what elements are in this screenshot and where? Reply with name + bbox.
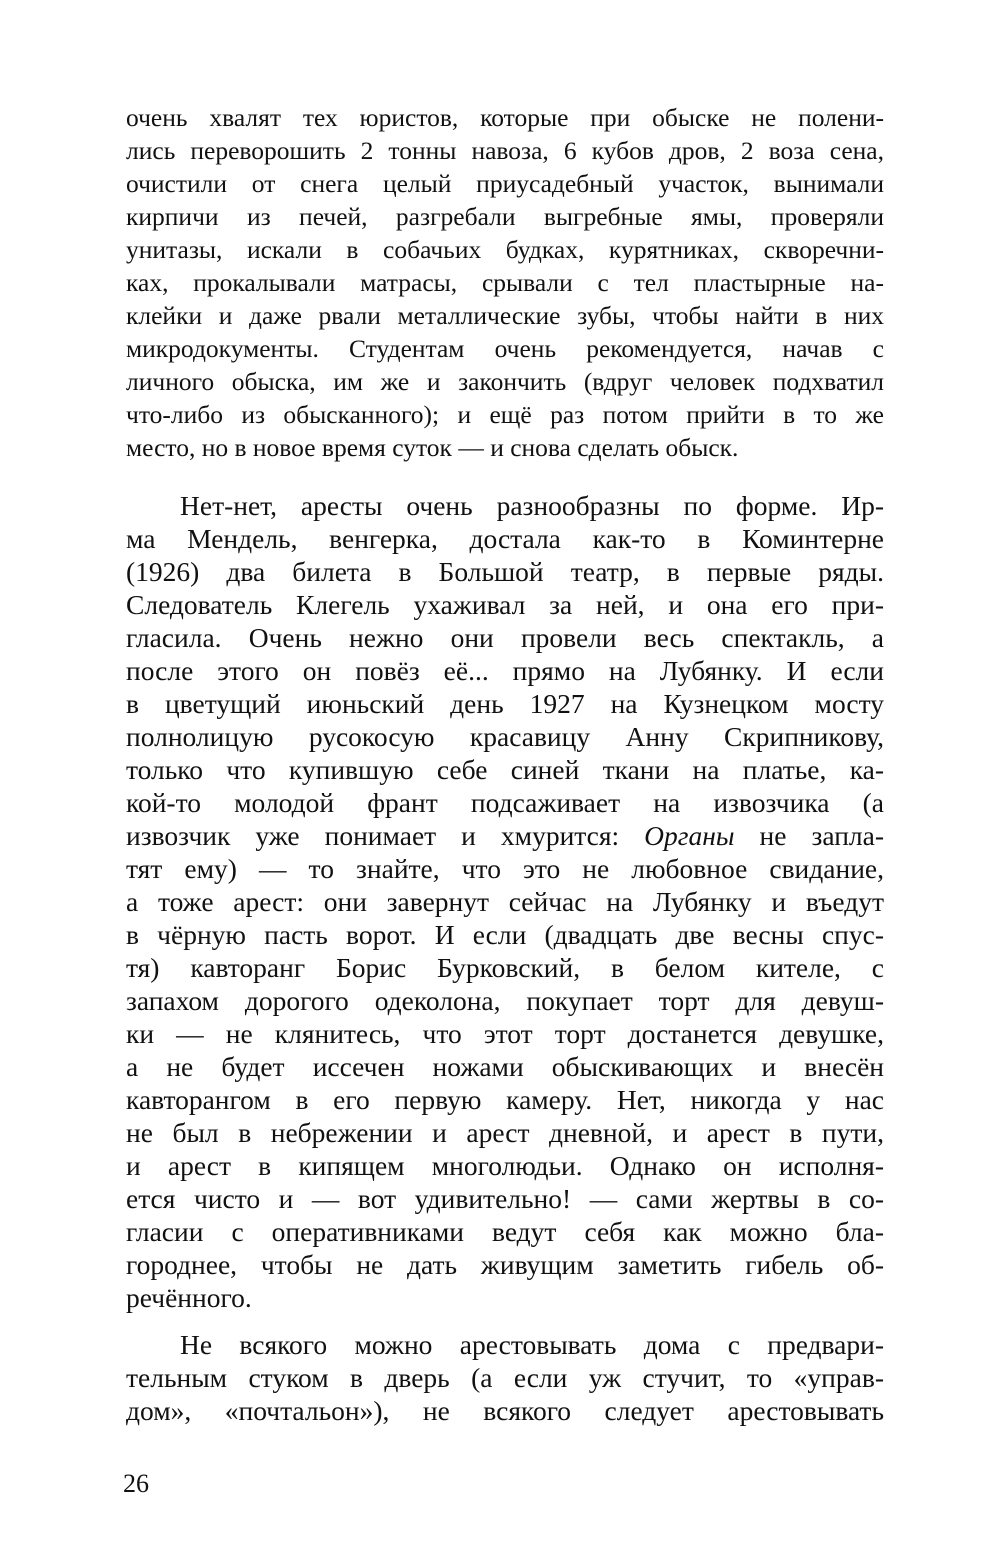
text-line: гласии с оперативниками ведут себя как можно бла- (126, 1216, 884, 1247)
page-number: 26 (123, 1469, 149, 1498)
text-line: очистили от снега целый приусадебный участок, вынимали (126, 169, 884, 198)
text-line: речённого. (126, 1282, 252, 1313)
text-line: тельным стуком в дверь (а если уж стучит, то «управ- (126, 1362, 884, 1393)
text-line-start: извозчик уже понимает и хмурится: (126, 820, 645, 851)
text-line: только что купившую себе синей ткани на платье, ка- (126, 754, 884, 785)
text-line: кой-то молодой франт подсаживает на извозчика (а (126, 787, 884, 818)
text-line: тя) кавторанг Борис Бурковский, в белом кителе, с (126, 952, 884, 983)
text-line: Не всякого можно арестовывать дома с предвари- (180, 1329, 884, 1360)
text-line: ма Мендель, венгерка, достала как-то в Коминтерне (126, 523, 884, 554)
text-line: клейки и даже рвали металлические зубы, чтобы найти в них (126, 301, 884, 330)
text-line: что-либо из обысканного); и ещё раз потом прийти в то же (126, 400, 884, 429)
text-line: кавторангом в его первую камеру. Нет, никогда у нас (126, 1084, 884, 1115)
text-line: городнее, чтобы не дать живущим заметить гибель об- (126, 1249, 884, 1280)
text-line: тят ему) — то знайте, что это не любовное свидание, (126, 853, 884, 884)
text-line: ется чисто и — вот удивительно! — сами жертвы в со- (126, 1183, 884, 1214)
text-line: Следователь Клегель ухаживал за ней, и она его при- (126, 589, 884, 620)
text-line: ках, прокалывали матрасы, срывали с тел пластырные на- (126, 268, 884, 297)
text-line: место, но в новое время суток — и снова сделать обыск. (126, 433, 739, 462)
text-line: а не будет иссечен ножами обыскивающих и внесён (126, 1051, 884, 1082)
text-line: (1926) два билета в Большой театр, в первые ряды. (126, 556, 884, 587)
text-line: дом», «почтальон»), не всякого следует арестовывать (126, 1395, 884, 1426)
text-line: очень хвалят тех юристов, которые при обыске не полени- (126, 103, 884, 132)
text-line: Нет-нет, аресты очень разнообразны по форме. Ир- (180, 490, 884, 521)
italic-word: Органы (644, 820, 735, 851)
text-line: полнолицую русокосую красавицу Анну Скрипникову, (126, 721, 884, 752)
text-line: после этого он повёз её... прямо на Лубянку. И если (126, 655, 884, 686)
text-line: а тоже арест: они завернут сейчас на Лубянку и въедут (126, 886, 884, 917)
text-line: и арест в кипящем многолюдьи. Однако он исполня- (126, 1150, 884, 1181)
text-line (126, 819, 884, 852)
text-line: микродокументы. Студентам очень рекомендуется, начав с (126, 334, 884, 363)
text-line: запахом дорогого одеколона, покупает торт для девуш- (126, 985, 884, 1016)
text-line: ки — не клянитесь, что этот торт достанется девушке, (126, 1018, 884, 1049)
text-line: в цветущий июньский день 1927 на Кузнецком мосту (126, 688, 884, 719)
text-line: унитазы, искали в собачьих будках, курятниках, скворечни- (126, 235, 884, 264)
text-line: лись переворошить 2 тонны навоза, 6 кубов дров, 2 воза сена, (126, 136, 884, 165)
text-line: гласила. Очень нежно они провели весь спектакль, а (126, 622, 884, 653)
text-line-end: не запла- (734, 820, 885, 851)
text-line: личного обыска, им же и закончить (вдруг человек подхватил (126, 367, 884, 396)
text-line: в чёрную пасть ворот. И если (двадцать две весны спус- (126, 919, 884, 950)
text-line: не был в небрежении и арест дневной, и арест в пути, (126, 1117, 884, 1148)
text-line: кирпичи из печей, разгребали выгребные ямы, проверяли (126, 202, 884, 231)
